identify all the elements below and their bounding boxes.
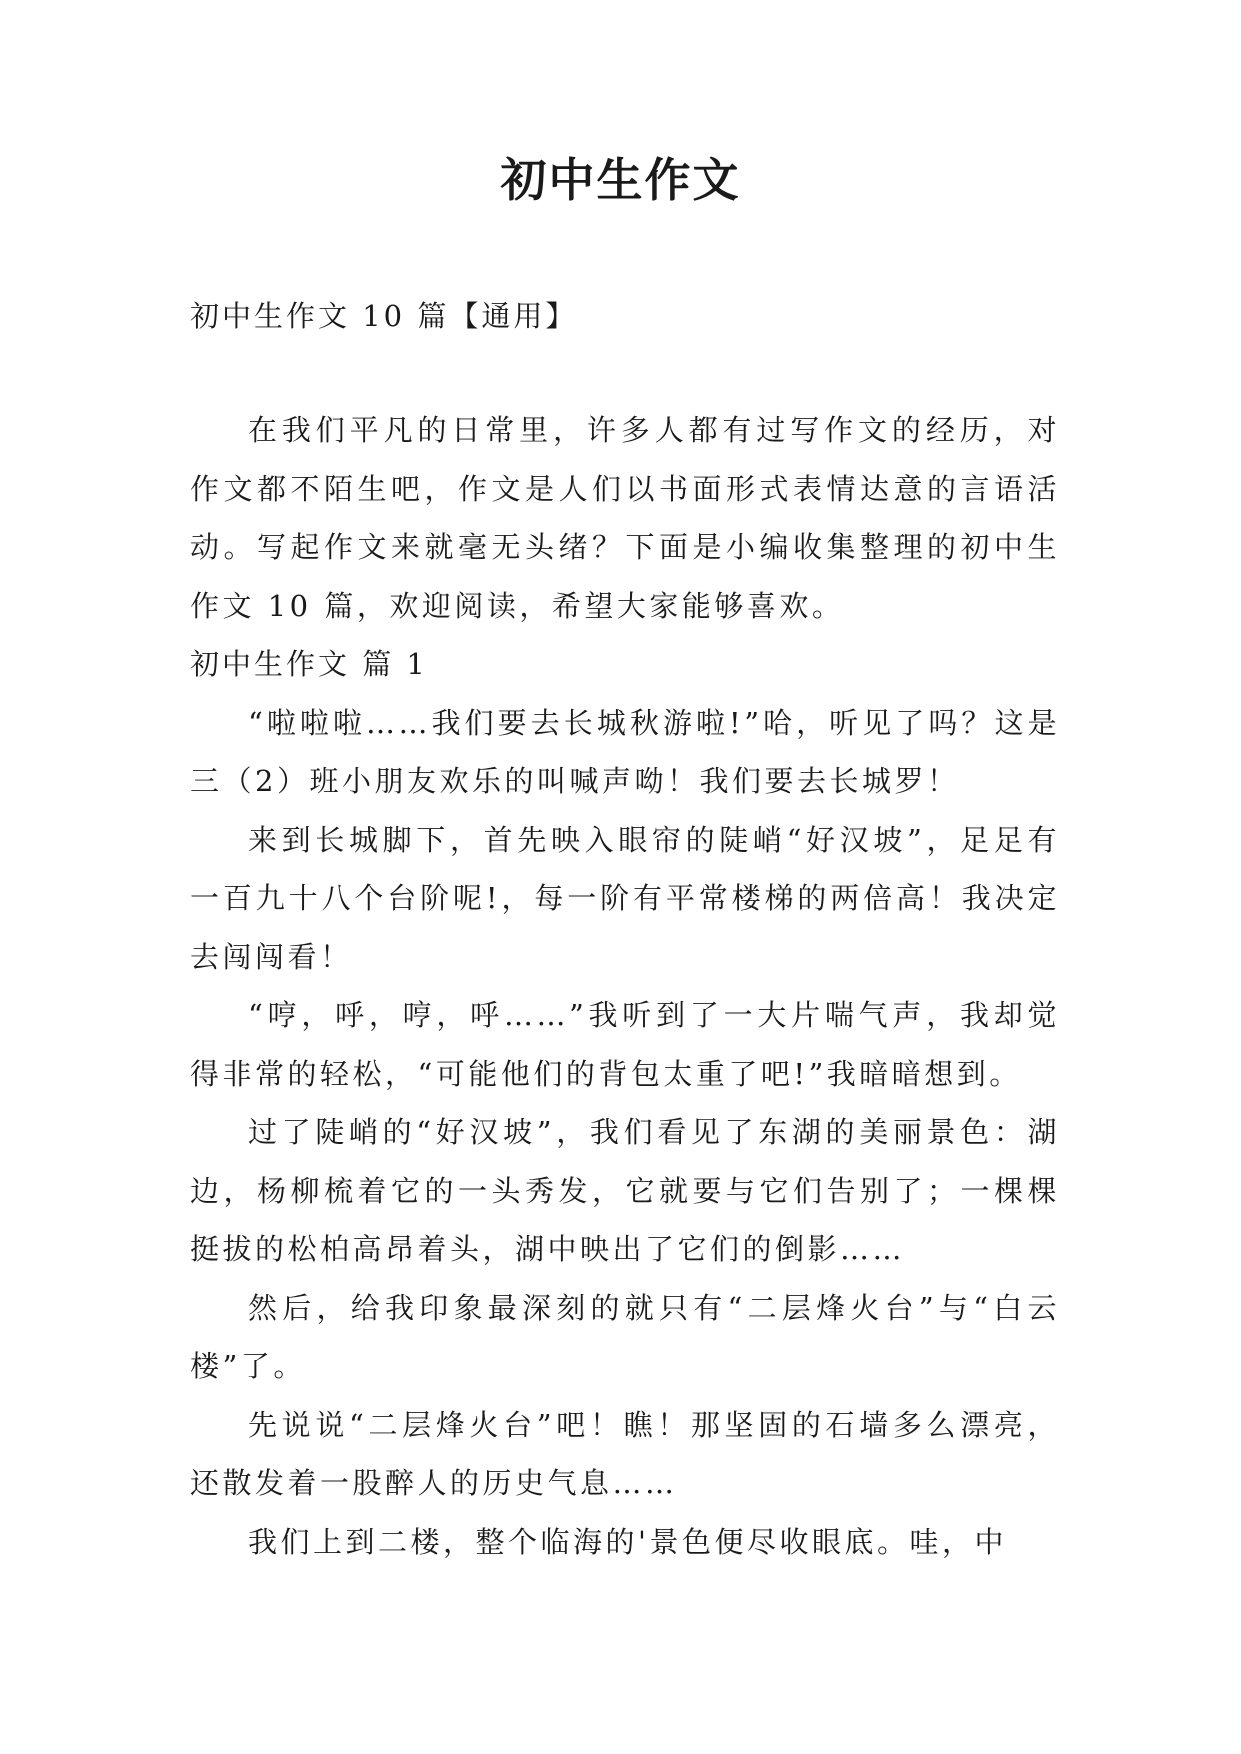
document-subtitle: 初中生作文 10 篇【通用】 (190, 299, 578, 333)
document-body (190, 287, 1060, 1571)
body-paragraph: 先说说“二层烽火台”吧！瞧！那坚固的石墙多么漂亮，还散发着一股醉人的历史气息…… (190, 1407, 1060, 1500)
body-paragraph: 来到长城脚下，首先映入眼帘的陡峭“好汉坡”，足足有一百九十八个台阶呢!，每一阶有平常楼梯的两倍高！我决定去闯闯看！ (190, 822, 1060, 974)
body-paragraph: 过了陡峭的“好汉坡”，我们看见了东湖的美丽景色：湖边，杨柳梳着它的一头秀发，它就要与它们告别了；一棵棵挺拔的松柏高昂着头，湖中映出了它们的倒影…… (190, 1115, 1060, 1266)
body-paragraph: “啦啦啦……我们要去长城秋游啦!”哈，听见了吗？这是三（2）班小朋友欢乐的叫喊声呦！我们要去长城罗！ (190, 705, 1060, 798)
body-paragraph: “哼，呼，哼，呼……”我听到了一大片喘气声，我却觉得非常的轻松，“可能他们的背包太重了吧!”我暗暗想到。 (190, 998, 1060, 1091)
body-paragraph: 我们上到二楼，整个临海的'景色便尽收眼底。哇，中 (248, 1524, 1007, 1559)
section-heading: 初中生作文 篇 1 (190, 647, 428, 681)
document-title: 初中生作文 (500, 153, 741, 207)
intro-paragraph: 在我们平凡的日常里，许多人都有过写作文的经历，对作文都不陌生吧，作文是人们以书面形式表情达意的言语活动。写起作文来就毫无头绪？下面是小编收集整理的初中生作文 10 篇，欢迎阅读，希望大家能够喜欢。 (190, 413, 1060, 623)
body-paragraph: 然后，给我印象最深刻的就只有“二层烽火台”与“白云楼”了。 (190, 1290, 1060, 1383)
